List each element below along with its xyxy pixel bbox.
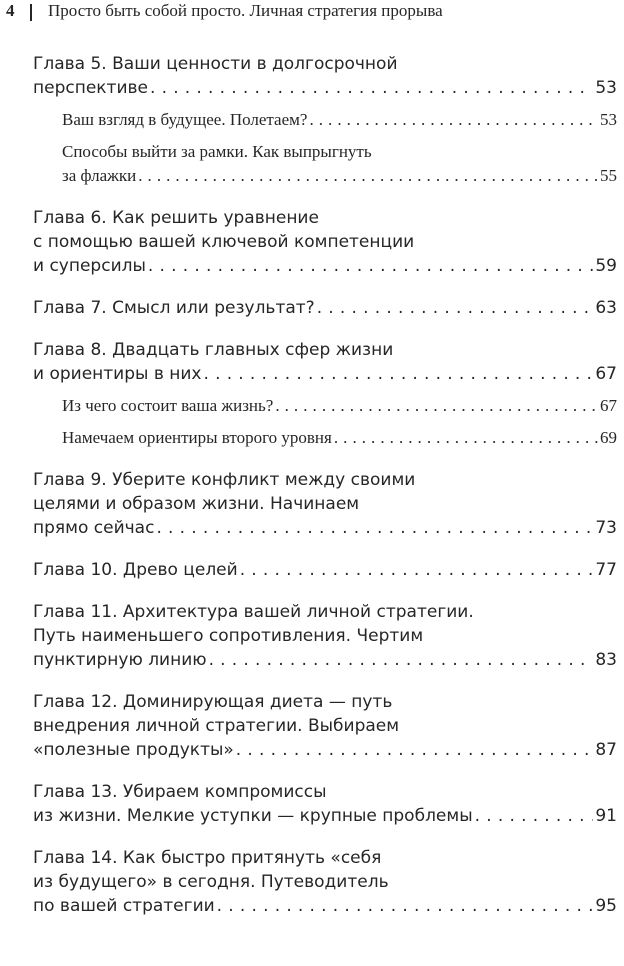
toc-chapter-title-line: прямо сейчас	[33, 518, 155, 538]
toc-subsections	[33, 394, 617, 450]
toc-subsection-last-line	[62, 108, 617, 132]
toc-chapter-title-line: Глава 11. Архитектура вашей личной стратегии.	[33, 602, 474, 622]
page-number: 4	[6, 1, 15, 20]
toc-chapter[interactable]	[33, 600, 617, 672]
toc-subsection-title-line: Ваш взгляд в будущее. Полетаем?	[62, 110, 308, 129]
toc-chapter-title-line: Глава 10. Древо целей	[33, 560, 238, 580]
toc-chapter-page-number: 63	[595, 298, 617, 318]
toc-chapter[interactable]	[33, 690, 617, 762]
toc-subsection-title-line: за флажки	[62, 166, 137, 185]
dot-leader	[203, 362, 593, 386]
toc-chapter-title-line: Глава 13. Убираем компромиссы	[33, 782, 327, 802]
dot-leader	[236, 738, 594, 762]
toc-chapter-title-line: пунктирную линию	[33, 650, 207, 670]
toc-chapter-last-line	[33, 648, 617, 672]
toc-chapter-title-line: Глава 6. Как решить уравнение	[33, 208, 319, 228]
toc-chapter-last-line	[33, 362, 617, 386]
toc-chapter-title-line: «полезные продукты»	[33, 740, 234, 760]
toc-subsection-last-line	[62, 426, 617, 450]
toc-chapter[interactable]	[33, 52, 617, 188]
toc-chapter[interactable]	[33, 338, 617, 450]
toc-chapter-title-line: Глава 5. Ваши ценности в долгосрочной	[33, 54, 398, 74]
dot-leader	[317, 296, 594, 320]
toc-chapter-last-line	[33, 804, 617, 828]
dot-leader	[275, 394, 598, 418]
toc-subsection-page-number: 55	[600, 166, 617, 185]
dot-leader	[217, 894, 594, 918]
toc-chapter[interactable]	[33, 468, 617, 540]
toc-chapter[interactable]	[33, 296, 617, 320]
toc-chapter-title-line: перспективе	[33, 78, 148, 98]
toc-chapter[interactable]	[33, 780, 617, 828]
toc-subsections	[33, 108, 617, 188]
dot-leader	[138, 164, 598, 188]
toc-subsection[interactable]	[33, 140, 617, 188]
toc-subsection-title-line: Способы выйти за рамки. Как выпрыгнуть	[62, 142, 372, 161]
toc-chapter-last-line	[33, 76, 617, 100]
dot-leader	[150, 76, 593, 100]
toc-subsection[interactable]	[33, 426, 617, 450]
toc-chapter-page-number: 83	[595, 650, 617, 670]
header-divider	[30, 4, 32, 21]
toc-chapter-last-line	[33, 558, 617, 582]
dot-leader	[475, 804, 594, 828]
toc-chapter-title-line: целями и образом жизни. Начинаем	[33, 494, 360, 514]
toc-chapter-title-line: с помощью вашей ключевой компетенции	[33, 232, 415, 252]
toc-subsection-title-line: Из чего состоит ваша жизнь?	[62, 396, 274, 415]
toc-chapter-title-line: по вашей стратегии	[33, 896, 215, 916]
toc-chapter[interactable]	[33, 558, 617, 582]
toc-chapter-page-number: 53	[595, 78, 617, 98]
toc-chapter-title-line: Путь наименьшего сопротивления. Чертим	[33, 626, 424, 646]
toc-chapter-title-line: Глава 14. Как быстро притянуть «себя	[33, 848, 382, 868]
dot-leader	[240, 558, 594, 582]
toc-chapter-title-line: Глава 9. Уберите конфликт между своими	[33, 470, 416, 490]
toc-chapter-page-number: 91	[595, 806, 617, 826]
toc-chapter-page-number: 59	[595, 256, 617, 276]
table-of-contents	[33, 52, 617, 936]
dot-leader	[309, 108, 598, 132]
toc-subsection-last-line	[62, 164, 617, 188]
toc-chapter-last-line	[33, 738, 617, 762]
toc-chapter-last-line	[33, 516, 617, 540]
toc-chapter-title-line: внедрения личной стратегии. Выбираем	[33, 716, 400, 736]
page-header	[0, 0, 624, 30]
dot-leader	[334, 426, 598, 450]
toc-chapter-title-line: и суперсилы	[33, 256, 146, 276]
toc-chapter-title-line: из жизни. Мелкие уступки — крупные проблемы	[33, 806, 473, 826]
toc-chapter-title-line: Глава 7. Смысл или результат?	[33, 298, 315, 318]
toc-subsection-page-number: 53	[600, 110, 617, 129]
dot-leader	[156, 516, 593, 540]
toc-subsection[interactable]	[33, 108, 617, 132]
toc-chapter-title-line: Глава 12. Доминирующая диета — путь	[33, 692, 393, 712]
toc-chapter-title-line: и ориентиры в них	[33, 364, 202, 384]
toc-subsection-title-line: Намечаем ориентиры второго уровня	[62, 428, 332, 447]
dot-leader	[148, 254, 593, 278]
dot-leader	[209, 648, 594, 672]
toc-subsection[interactable]	[33, 394, 617, 418]
toc-chapter-page-number: 73	[595, 518, 617, 538]
toc-chapter-page-number: 95	[595, 896, 617, 916]
running-title: Просто быть собой просто. Личная стратегия прорыва	[48, 1, 443, 20]
toc-chapter-title-line: из будущего» в сегодня. Путеводитель	[33, 872, 389, 892]
toc-chapter-page-number: 67	[595, 364, 617, 384]
toc-chapter-last-line	[33, 894, 617, 918]
toc-subsection-page-number: 67	[600, 396, 617, 415]
toc-chapter-last-line	[33, 254, 617, 278]
toc-subsection-last-line	[62, 394, 617, 418]
toc-subsection-page-number: 69	[600, 428, 617, 447]
toc-chapter-title-line: Глава 8. Двадцать главных сфер жизни	[33, 340, 394, 360]
toc-chapter[interactable]	[33, 846, 617, 918]
toc-chapter-last-line	[33, 296, 617, 320]
toc-chapter-page-number: 77	[595, 560, 617, 580]
toc-chapter[interactable]	[33, 206, 617, 278]
toc-chapter-page-number: 87	[595, 740, 617, 760]
